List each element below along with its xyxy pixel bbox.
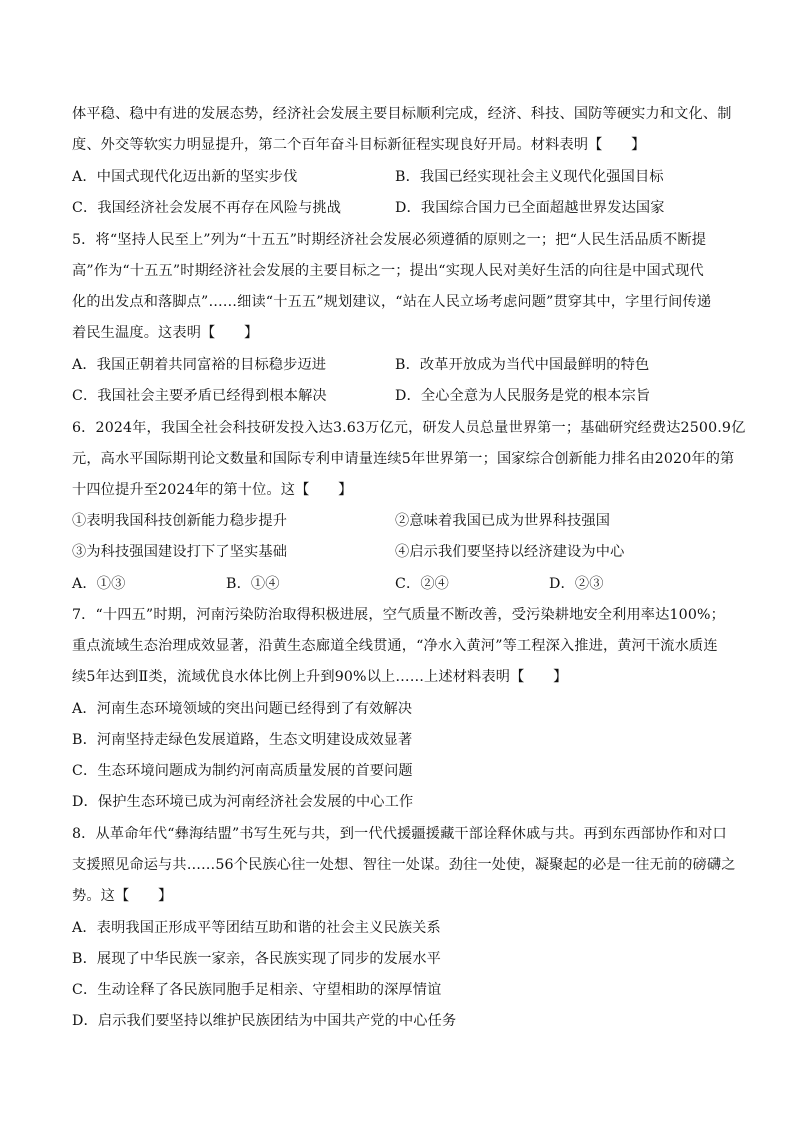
q8-option-a[interactable]: A．表明我国正形成平等团结互助和谐的社会主义民族关系 <box>72 920 441 936</box>
q5-option-d[interactable]: D．全心全意为人民服务是党的根本宗旨 <box>395 388 651 404</box>
q7-stem-line-1: 7．“十四五”时期，河南污染防治取得积极进展，空气质量不断改善，受污染耕地安全利用率达100%； <box>72 607 725 623</box>
q4-stem-line-1: 体平稳、稳中有进的发展态势，经济社会发展主要目标顺利完成，经济、科技、国防等硬实力和文化、制 <box>72 106 732 122</box>
q6-option-b[interactable]: B．①④ <box>226 576 280 592</box>
q6-stem-line-1: 6．2024年，我国全社会科技研发投入达3.63万亿元，研发人员总量世界第一；基础研究经费达2500.9亿 <box>72 420 746 436</box>
q5-stem-line-1: 5．将“坚持人民至上”列为“十五五”时期经济社会发展必须遵循的原则之一；把“人民生活品质不断提 <box>72 232 707 248</box>
q7-option-b[interactable]: B．河南坚持走绿色发展道路，生态文明建设成效显著 <box>72 732 413 748</box>
q7-option-d[interactable]: D．保护生态环境已成为河南经济社会发展的中心工作 <box>72 794 414 810</box>
q7-option-a[interactable]: A．河南生态环境领域的突出问题已经得到了有效解决 <box>72 701 413 717</box>
q8-option-c[interactable]: C．生动诠释了各民族同胞手足相亲、守望相助的深厚情谊 <box>72 982 442 998</box>
q6-stem-line-2: 元，高水平国际期刊论文数量和国际专利申请量连续5年世界第一；国家综合创新能力排名由2020年的第 <box>72 451 735 467</box>
q8-stem-line-1: 8．从革命年代“彝海结盟”书写生死与共，到一代代援疆援藏干部诠释休戚与共。再到东西部协作和对口 <box>72 826 727 842</box>
q4-stem-line-2: 度、外交等软实力明显提升，第二个百年奋斗目标新征程实现良好开局。材料表明【 】 <box>72 137 646 153</box>
q8-option-d[interactable]: D．启示我们要坚持以维护民族团结为中国共产党的中心任务 <box>72 1013 457 1029</box>
q6-option-c[interactable]: C．②④ <box>395 576 450 592</box>
q6-item-2: ②意味着我国已成为世界科技强国 <box>395 513 611 529</box>
q6-item-1: ①表明我国科技创新能力稳步提升 <box>72 513 288 529</box>
q6-stem-line-3: 十四位提升至2024年的第十位。这【 】 <box>72 482 353 498</box>
q5-option-c[interactable]: C．我国社会主要矛盾已经得到根本解决 <box>72 388 327 404</box>
q4-option-b[interactable]: B．我国已经实现社会主义现代化强国目标 <box>395 169 664 185</box>
q7-stem-line-2: 重点流域生态治理成效显著，沿黄生态廊道全线贯通，“净水入黄河”等工程深入推进，黄河干流水质连 <box>72 638 718 654</box>
q4-option-d[interactable]: D．我国综合国力已全面超越世界发达国家 <box>395 200 665 216</box>
q5-option-a[interactable]: A．我国正朝着共同富裕的目标稳步迈进 <box>72 357 327 373</box>
q6-item-4: ④启示我们要坚持以经济建设为中心 <box>395 544 625 560</box>
q6-option-d[interactable]: D．②③ <box>549 576 604 592</box>
q5-stem-line-2: 高”作为“十五五”时期经济社会发展的主要目标之一；提出“实现人民对美好生活的向往是中国式现代 <box>72 263 704 279</box>
q5-stem-line-3: 化的出发点和落脚点”……细读“十五五”规划建议，“站在人民立场考虑问题”贯穿其中，字里行间传递 <box>72 294 712 310</box>
q8-stem-line-3: 势。这【 】 <box>72 888 173 904</box>
q5-stem-line-4: 着民生温度。这表明【 】 <box>72 325 259 341</box>
q4-option-a[interactable]: A．中国式现代化迈出新的坚实步伐 <box>72 169 298 185</box>
q4-option-c[interactable]: C．我国经济社会发展不再存在风险与挑战 <box>72 200 342 216</box>
q7-stem-line-3: 续5年达到Ⅱ类，流域优良水体比例上升到90%以上……上述材料表明【 】 <box>72 669 568 685</box>
q6-option-a[interactable]: A．①③ <box>72 576 126 592</box>
q5-option-b[interactable]: B．改革开放成为当代中国最鲜明的特色 <box>395 357 650 373</box>
q6-item-3: ③为科技强国建设打下了坚实基础 <box>72 544 288 560</box>
q8-stem-line-2: 支援照见命运与共……56个民族心往一处想、智往一处谋。劲往一处使，凝聚起的必是一往无前的磅礴之 <box>72 857 736 873</box>
q7-option-c[interactable]: C．生态环境问题成为制约河南高质量发展的首要问题 <box>72 763 413 779</box>
q8-option-b[interactable]: B．展现了中华民族一家亲，各民族实现了同步的发展水平 <box>72 951 442 967</box>
